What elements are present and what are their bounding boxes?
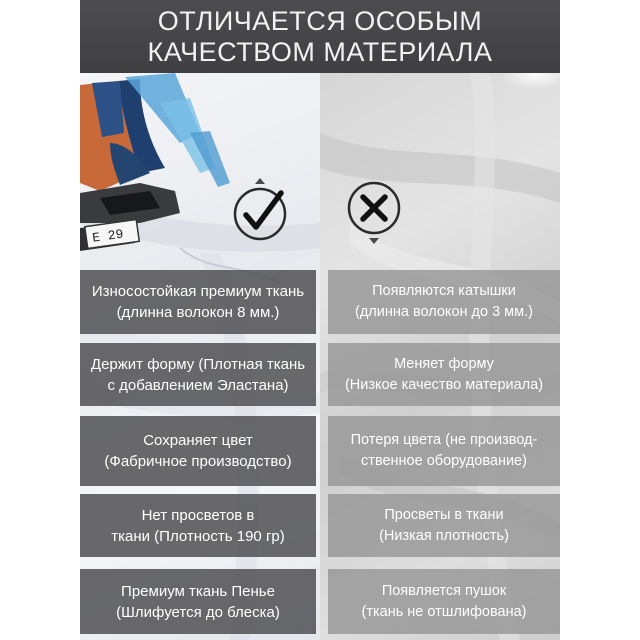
check-circle-icon (227, 178, 293, 244)
advantage-1-line-2: (длинна волокон 8 мм.) (116, 304, 280, 321)
advantage-2-line-2: с добавлением Эластана) (107, 376, 289, 394)
drawback-5-line-1: Появляется пушок (381, 582, 507, 599)
advantage-box-4 (80, 494, 316, 557)
drawback-3-line-1: Потеря цвета (не производ- (350, 432, 538, 448)
title-line-2: КАЧЕСТВОМ МАТЕРИАЛА (147, 36, 493, 67)
drawback-4-line-1: Просветы в ткани (384, 506, 504, 523)
advantage-box-1 (80, 270, 316, 334)
cross-circle-icon (341, 178, 407, 244)
advantage-2-line-1: Держит форму (Плотная ткань (90, 355, 306, 373)
title-banner (80, 0, 560, 73)
advantage-5-line-1: Премиум ткань Пенье (121, 582, 275, 600)
advantage-5-line-2: (Шлифуется до блеска) (116, 603, 280, 621)
drawback-4-line-2: (Низкая плотность) (379, 527, 509, 544)
svg-text:E 29: E 29 (91, 226, 125, 246)
advantage-box-2 (80, 343, 316, 406)
drawback-2-line-2: (Низкое качество материала) (344, 376, 544, 393)
title-line-1: ОТЛИЧАЕТСЯ ОСОБЫМ (157, 5, 483, 36)
drawback-box-4 (328, 494, 560, 557)
drawback-1-line-1: Появляются катышки (372, 283, 516, 299)
advantage-3-line-1: Сохраняет цвет (143, 432, 253, 449)
drawback-5-line-2: (ткань не отшлифована) (361, 603, 527, 620)
advantage-4-line-1: Нет просветов в (141, 506, 255, 524)
drawback-3-line-2: ственное оборудование) (361, 453, 527, 469)
drawback-box-5 (328, 569, 560, 634)
drawback-box-1 (328, 270, 560, 334)
drawback-box-2 (328, 343, 560, 406)
advantage-3-line-2: (Фабричное производство) (104, 453, 292, 470)
drawback-1-line-2: (длинна волокон до 3 мм.) (355, 304, 533, 320)
advantage-1-line-1: Износостойкая премиум ткань (91, 283, 305, 300)
drawback-box-3 (328, 416, 560, 486)
advantage-4-line-2: ткани (Плотность 190 гр) (111, 527, 285, 545)
advantage-box-3 (80, 416, 316, 486)
advantage-box-5 (80, 569, 316, 634)
drawback-2-line-1: Меняет форму (394, 355, 494, 372)
